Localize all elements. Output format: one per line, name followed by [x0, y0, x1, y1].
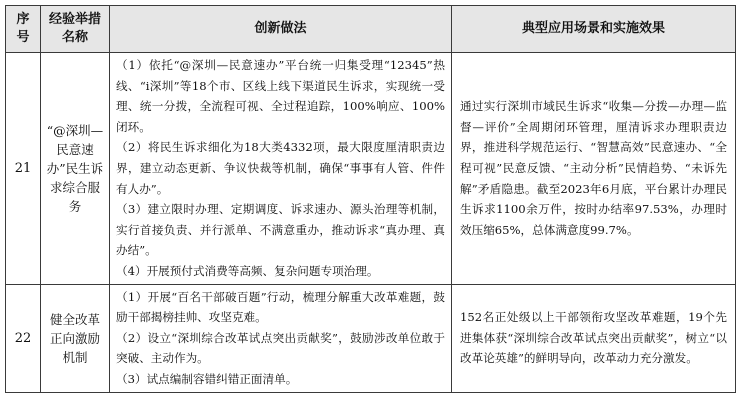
row-methods — [110, 284, 452, 392]
table-row — [6, 53, 736, 285]
method-item: （3）试点编制容错纠错正面清单。 — [116, 371, 298, 386]
header-name-line: 经验举措 — [48, 12, 101, 27]
measures-table — [5, 5, 736, 393]
row-methods — [110, 53, 452, 285]
header-name — [41, 6, 110, 53]
header-number-line: 序 — [16, 12, 30, 27]
table-row — [6, 284, 736, 392]
method-item: （4）开展预付式消费等高频、复杂问题专项治理。 — [116, 263, 379, 278]
header-number — [6, 6, 41, 53]
method-item: （1）依托“@深圳—民意速办”平台统一归集受理“12345”热线、“i深圳”等18个市、区线上线下渠道民生诉求，实现统一受理、统一分拨，全流程可视、全过程追踪，100%响应、100%闭环。 — [116, 58, 445, 134]
row-effect: 通过实行深圳市域民生诉求“收集—分拨—办理—监督—评价”全周期闭环管理，厘清诉求办理职责边界，推进科学规范运行、“智慧高效”民意速办、“全程可视”民意反馈、“主动分析”民情趋势、“未诉先解”矛盾隐患。截至2023年6月底，平台累计办理民生诉求1100余万件，按时办结率97.53%，办理时效压缩65%，总体满意度99.7%。 — [452, 53, 736, 285]
header-effect: 典型应用场景和实施效果 — [452, 6, 736, 53]
row-number: 22 — [6, 284, 41, 392]
header-name-line: 名称 — [61, 30, 88, 45]
method-item: （3）建立限时办理、定期调度、诉求速办、源头治理等机制，实行首接负责、并行派单、不满意重办，推动诉求“真办理、真办结”。 — [116, 202, 445, 258]
header-number-line: 号 — [16, 30, 30, 45]
table-header-row — [6, 6, 736, 53]
method-item: （1）开展“百名干部破百题”行动，梳理分解重大改革难题，鼓励干部揭榜挂帅、攻坚克难。 — [116, 289, 445, 325]
header-method: 创新做法 — [110, 6, 452, 53]
method-item: （2）将民生诉求细化为18大类4332项，最大限度厘清职责边界，建立动态更新、争议快裁等机制，确保“事事有人管、件件有人办”。 — [116, 140, 445, 196]
row-effect: 152名正处级以上干部领衔攻坚改革难题，19个先进集体获“深圳综合改革试点突出贡献奖”，树立“以改革论英雄”的鲜明导向，改革动力充分激发。 — [452, 284, 736, 392]
row-number: 21 — [6, 53, 41, 285]
row-name: “@深圳—民意速办”民生诉求综合服务 — [41, 53, 110, 285]
method-item: （2）设立“深圳综合改革试点突出贡献奖”，鼓励涉改单位敢于突破、主动作为。 — [116, 330, 445, 366]
row-name: 健全改革正向激励机制 — [41, 284, 110, 392]
